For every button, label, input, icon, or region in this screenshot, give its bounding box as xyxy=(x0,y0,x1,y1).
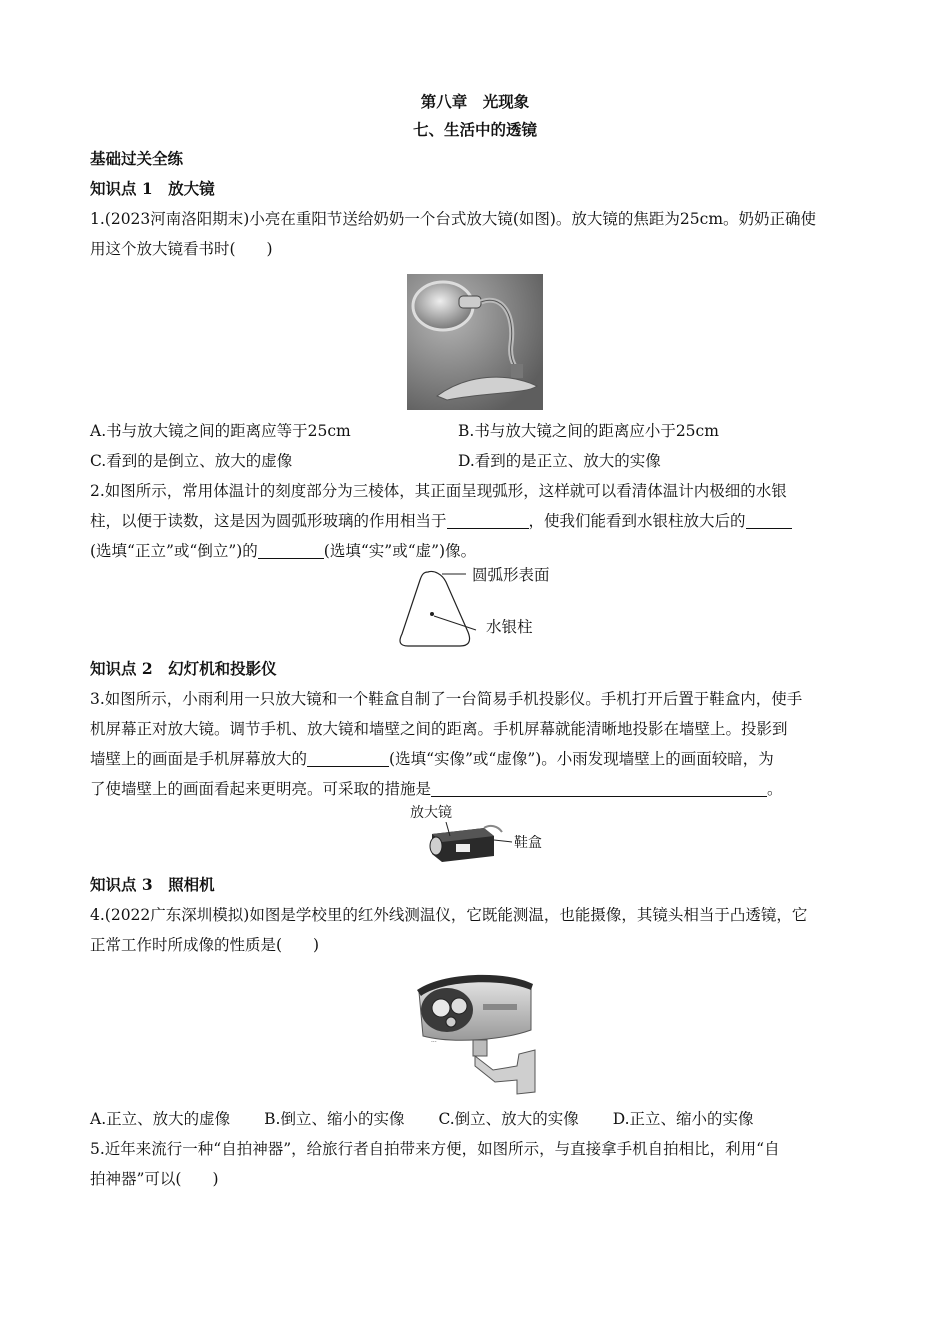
q1-line2: 用这个放大镜看书时( ) xyxy=(90,240,273,258)
q4-option-c: C.倒立、放大的实像 xyxy=(438,1110,579,1128)
q1-options-row1 xyxy=(90,416,860,446)
q4-options xyxy=(90,1104,860,1134)
worksheet-page xyxy=(90,88,860,1194)
lesson-title: 七、生活中的透镜 xyxy=(412,120,537,139)
q5-line1: 5.近年来流行一种“自拍神器”，给旅行者自拍带来方便，如图所示，与直接拿手机自拍相比，利用“自 xyxy=(90,1140,780,1158)
q2-blank1[interactable] xyxy=(447,510,529,529)
q2-line1: 2.如图所示，常用体温计的刻度部分为三棱体，其正面呈现弧形，这样就可以看清体温计内极细的水银 xyxy=(90,482,787,500)
q4-line1: 4.(2022广东深圳模拟)如图是学校里的红外线测温仪，它既能测温，也能摄像，其镜头相当于凸透镜，它 xyxy=(90,906,808,924)
q1-option-d: D.看到的是正立、放大的实像 xyxy=(458,452,661,470)
knowledge-point-1: 知识点 1 放大镜 xyxy=(90,179,215,198)
q3-line2: 机屏幕正对放大镜。调节手机、放大镜和墙壁之间的距离。手机屏幕就能清晰地投影在墙壁上。投影到 xyxy=(90,720,788,738)
q4-option-b: B.倒立、缩小的实像 xyxy=(264,1110,405,1128)
q4-line2: 正常工作时所成像的性质是( ) xyxy=(90,936,320,954)
q3-line3: 墙壁上的画面是手机屏幕放大的 (选填“实像”或“虚像”)。小雨发现墙壁上的画面较暗，为 xyxy=(90,750,774,768)
q2-figure xyxy=(90,566,860,654)
q4-option-a: A.正立、放大的虚像 xyxy=(90,1110,231,1128)
q3-blank2[interactable] xyxy=(431,778,767,797)
shoebox-projector-image xyxy=(424,822,514,864)
q3-line4: 了使墙壁上的画面看起来更明亮。可采取的措施是 。 xyxy=(90,780,783,798)
q2-line2: 柱，以便于读数，这是因为圆弧形玻璃的作用相当于 ，使我们能看到水银柱放大后的 xyxy=(90,506,860,536)
q2-line3: (选填“正立”或“倒立”)的 (选填“实”或“虚”)像。 xyxy=(90,542,477,560)
q5-line2: 拍神器”可以( ) xyxy=(90,1170,219,1188)
knowledge-point-2: 知识点 2 幻灯机和投影仪 xyxy=(90,659,277,678)
infrared-camera-image xyxy=(413,970,537,1096)
label-magnifier: 放大镜 xyxy=(410,805,452,821)
label-shoebox: 鞋盒 xyxy=(514,835,542,851)
q1-option-c: C.看到的是倒立、放大的虚像 xyxy=(90,452,293,470)
magnifier-lamp-image xyxy=(407,274,543,410)
q2-blank2[interactable] xyxy=(746,510,792,529)
q3-figure xyxy=(90,804,860,868)
q4-option-d: D.正立、缩小的实像 xyxy=(612,1110,754,1128)
section-heading: 基础过关全练 xyxy=(90,149,184,168)
q3-line1: 3.如图所示，小雨利用一只放大镜和一个鞋盒自制了一台简易手机投影仪。手机打开后置于鞋盒内，使手 xyxy=(90,690,803,708)
q2-blank3[interactable] xyxy=(258,540,324,559)
q1-option-a: A.书与放大镜之间的距离应等于25cm xyxy=(90,422,351,440)
q1-option-b: B.书与放大镜之间的距离应小于25cm xyxy=(458,422,719,440)
q1-figure xyxy=(90,274,860,410)
knowledge-point-3: 知识点 3 照相机 xyxy=(90,875,215,894)
q4-figure xyxy=(90,970,860,1096)
chapter-title: 第八章 光现象 xyxy=(420,92,530,111)
q1-options-row2 xyxy=(90,446,860,476)
label-arc-surface: 圆弧形表面 xyxy=(472,566,550,584)
label-mercury-column: 水银柱 xyxy=(486,618,533,636)
q3-blank1[interactable] xyxy=(307,748,389,767)
svg-text:‧‧‧: ‧‧‧ xyxy=(431,1039,437,1046)
q1-line1: 1.(2023河南洛阳期末)小亮在重阳节送给奶奶一个台式放大镜(如图)。放大镜的焦距为25cm。奶奶正确使 xyxy=(90,210,817,228)
